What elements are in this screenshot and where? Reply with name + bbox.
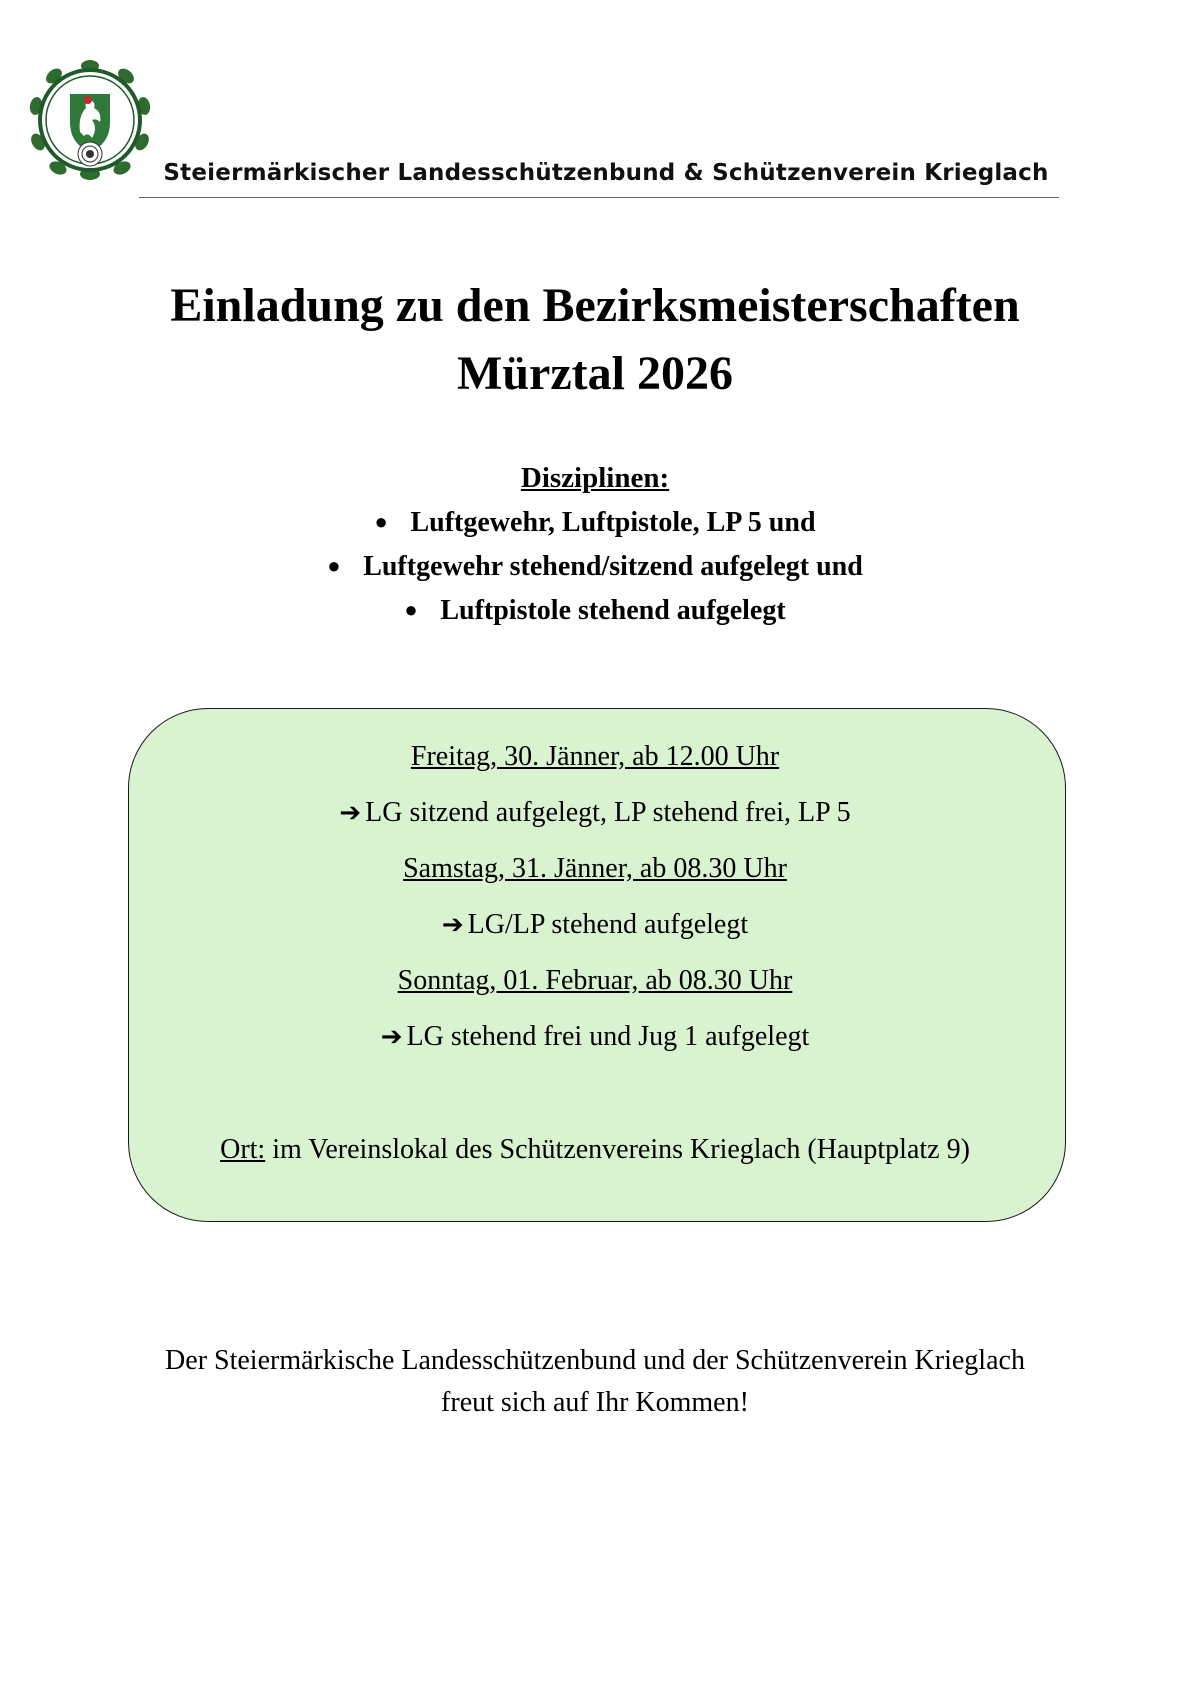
list-item: [0, 544, 1190, 588]
events-text: LG/LP stehend aufgelegt: [467, 909, 749, 940]
disciplines-list: [0, 500, 1190, 632]
closing-text: [0, 1340, 1190, 1424]
bullet-icon: ●: [327, 553, 341, 578]
arrow-right-icon: ➔: [441, 910, 464, 940]
arrow-right-icon: ➔: [380, 1022, 403, 1052]
location: [0, 1134, 1190, 1166]
schedule-day-3-date: Sonntag, 01. Februar, ab 08.30 Uhr: [397, 965, 793, 996]
list-item: [0, 500, 1190, 544]
organisation-name: [0, 160, 1190, 186]
location-label: Ort:: [220, 1134, 266, 1165]
title-line-2: Mürztal 2026: [457, 347, 733, 400]
closing-line-1: Der Steiermärkische Landesschützenbund und der Schützenverein Krieglach: [165, 1345, 1025, 1376]
schedule-day-2-events: [0, 909, 1190, 941]
list-item: [0, 588, 1190, 632]
header-divider: [139, 197, 1059, 198]
schedule-day-3-events: [0, 1021, 1190, 1053]
events-text: LG stehend frei und Jug 1 aufgelegt: [406, 1021, 810, 1052]
events-text: LG sitzend aufgelegt, LP stehend frei, LP 5: [365, 797, 851, 828]
closing-line-2: freut sich auf Ihr Kommen!: [441, 1387, 749, 1418]
schedule-day-1-date: Freitag, 30. Jänner, ab 12.00 Uhr: [410, 741, 780, 772]
disciplines-heading: Disziplinen:: [520, 462, 670, 494]
organisation-name-text: Steiermärkischer Landesschützenbund & Schützenverein Krieglach: [163, 160, 1049, 186]
schedule-day-1-events: [0, 797, 1190, 829]
discipline-text: Luftgewehr, Luftpistole, LP 5 und: [410, 507, 816, 538]
location-text: im Vereinslokal des Schützenvereins Krieglach (Hauptplatz 9): [272, 1134, 970, 1165]
bullet-icon: ●: [374, 509, 388, 534]
title-line-1: Einladung zu den Bezirksmeisterschaften: [170, 279, 1020, 332]
discipline-text: Luftpistole stehend aufgelegt: [440, 595, 786, 626]
schedule-day-2-date: Samstag, 31. Jänner, ab 08.30 Uhr: [403, 853, 787, 884]
arrow-right-icon: ➔: [339, 798, 362, 828]
bullet-icon: ●: [404, 597, 418, 622]
page-title: [0, 272, 1190, 408]
discipline-text: Luftgewehr stehend/sitzend aufgelegt und: [363, 551, 863, 582]
